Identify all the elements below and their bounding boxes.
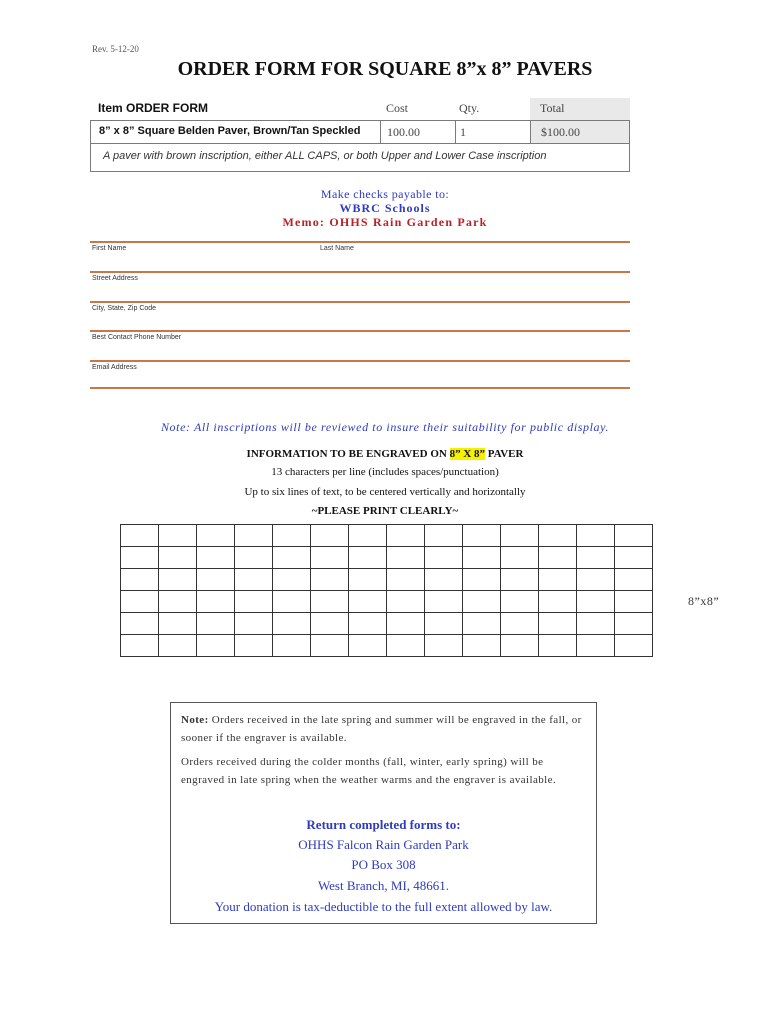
grid-cell[interactable] [349,525,387,547]
engraving-heading-post: PAVER [485,448,524,460]
email-bottom-line [90,387,630,389]
grid-cell[interactable] [311,569,349,591]
review-note: Note: All inscriptions will be reviewed to insure their suitability for public display. [160,420,610,434]
item-name: 8” x 8” Square Belden Paver, Brown/Tan Speckled [99,125,361,137]
grid-cell[interactable] [159,569,197,591]
cell-item [90,120,380,144]
grid-cell[interactable] [121,547,159,569]
grid-cell[interactable] [463,569,501,591]
grid-cell[interactable] [425,547,463,569]
header-item [90,98,380,120]
grid-cell[interactable] [121,613,159,635]
seasonal-note [181,711,586,747]
grid-cell[interactable] [349,591,387,613]
grid-cell[interactable] [577,635,615,657]
item-cost: 100.00 [387,125,420,139]
grid-cell[interactable] [463,547,501,569]
grid-cell[interactable] [159,591,197,613]
header-item-label: Item ORDER FORM [98,101,209,115]
city-state-zip-field[interactable]: City, State, Zip Code [92,305,157,312]
grid-cell[interactable] [501,613,539,635]
grid-cell[interactable] [501,635,539,657]
return-address-line1: OHHS Falcon Rain Garden Park [298,837,469,852]
header-qty-label: Qty. [459,101,480,115]
cold-months-note: Orders received during the colder months (fall, winter, early spring) will be engraved in late spring when the weather warms and the engraver is available. [181,756,557,786]
payee-name: WBRC Schools [339,201,431,215]
grid-cell[interactable] [197,569,235,591]
revision-label: Rev. 5-12-20 [92,44,139,54]
grid-cell[interactable] [273,613,311,635]
grid-cell[interactable] [159,635,197,657]
grid-row [121,525,653,547]
grid-cell[interactable] [539,569,577,591]
print-clearly-note: ~PLEASE PRINT CLEARLY~ [311,505,459,517]
grid-cell[interactable] [539,591,577,613]
grid-cell[interactable] [501,591,539,613]
grid-cell[interactable] [615,613,653,635]
grid-cell[interactable] [197,635,235,657]
grid-cell[interactable] [159,547,197,569]
engraving-heading [0,448,770,460]
grid-cell[interactable] [425,613,463,635]
return-heading: Return completed forms to: [306,817,461,832]
tax-deductible-note: Your donation is tax-deductible to the full extent allowed by law. [214,899,553,914]
grid-cell[interactable] [615,569,653,591]
grid-cell[interactable] [539,547,577,569]
grid-cell[interactable] [235,569,273,591]
grid-cell[interactable] [539,613,577,635]
grid-cell[interactable] [311,525,349,547]
grid-cell[interactable] [577,613,615,635]
grid-cell[interactable] [387,525,425,547]
grid-cell[interactable] [197,591,235,613]
grid-cell[interactable] [349,613,387,635]
grid-cell[interactable] [159,525,197,547]
grid-cell[interactable] [235,547,273,569]
grid-cell[interactable] [615,591,653,613]
page-title: ORDER FORM FOR SQUARE 8”x 8” PAVERS [177,58,593,80]
grid-cell[interactable] [273,591,311,613]
grid-cell[interactable] [197,547,235,569]
grid-cell[interactable] [463,613,501,635]
payable-instruction: Make checks payable to: [320,187,450,201]
grid-cell[interactable] [577,525,615,547]
grid-cell[interactable] [387,569,425,591]
grid-cell[interactable] [121,591,159,613]
payment-memo: Memo: OHHS Rain Garden Park [282,215,488,229]
grid-cell[interactable] [121,635,159,657]
engraving-grid [120,524,653,657]
header-qty [455,98,530,120]
grid-cell[interactable] [615,635,653,657]
grid-cell[interactable] [197,613,235,635]
engraving-line-limit: Up to six lines of text, to be centered vertically and horizontally [244,486,526,498]
cell-total[interactable] [530,120,630,144]
header-cost [380,98,455,120]
item-qty: 1 [460,125,466,139]
email-line [90,360,630,362]
grid-cell[interactable] [273,547,311,569]
grid-row [121,547,653,569]
item-total: $100.00 [541,125,580,139]
item-description-row [90,144,630,172]
note-label: Note: [181,714,209,726]
first-name-field[interactable]: First Name [92,245,127,252]
grid-row [121,569,653,591]
grid-cell[interactable] [501,569,539,591]
note-text: Orders received in the late spring and summer will be engraved in the fall, or sooner if the engraver is available. [181,714,582,744]
grid-cell[interactable] [273,635,311,657]
grid-cell[interactable] [197,525,235,547]
grid-cell[interactable] [577,569,615,591]
first-last-name-line [90,241,630,243]
grid-cell[interactable] [387,635,425,657]
email-field[interactable]: Email Address [92,364,137,371]
engraving-char-limit: 13 characters per line (includes spaces/punctuation) [271,466,499,478]
grid-cell[interactable] [387,613,425,635]
grid-cell[interactable] [349,635,387,657]
grid-cell[interactable] [501,547,539,569]
header-total-label: Total [540,101,565,115]
city-line [90,301,630,303]
grid-cell[interactable] [425,525,463,547]
grid-cell[interactable] [235,525,273,547]
grid-cell[interactable] [273,569,311,591]
grid-cell[interactable] [311,591,349,613]
phone-field[interactable]: Best Contact Phone Number [92,334,182,341]
notes-box [170,702,597,924]
grid-cell[interactable] [311,613,349,635]
grid-cell[interactable] [463,635,501,657]
grid-cell[interactable] [539,635,577,657]
grid-cell[interactable] [311,547,349,569]
grid-cell[interactable] [235,613,273,635]
grid-cell[interactable] [273,525,311,547]
grid-row [121,635,653,657]
grid-row [121,591,653,613]
street-line [90,271,630,273]
grid-cell[interactable] [615,525,653,547]
grid-row [121,613,653,635]
cell-cost[interactable] [380,120,455,144]
grid-cell[interactable] [615,547,653,569]
header-total [530,98,630,120]
grid-cell[interactable] [539,525,577,547]
grid-cell[interactable] [235,591,273,613]
grid-cell[interactable] [121,569,159,591]
return-address-line2: PO Box 308 [351,857,416,872]
grid-cell[interactable] [425,591,463,613]
grid-cell[interactable] [349,569,387,591]
grid-cell[interactable] [387,591,425,613]
grid-cell[interactable] [425,635,463,657]
grid-cell[interactable] [425,569,463,591]
grid-cell[interactable] [463,525,501,547]
item-description: A paver with brown inscription, either ALL CAPS, or both Upper and Lower Case inscription [103,150,547,162]
grid-cell[interactable] [501,525,539,547]
paver-size-label: 8”x8” [688,594,720,608]
cell-qty[interactable] [455,120,530,144]
grid-cell[interactable] [387,547,425,569]
grid-cell[interactable] [577,547,615,569]
grid-cell[interactable] [463,591,501,613]
grid-cell[interactable] [311,635,349,657]
grid-cell[interactable] [159,613,197,635]
engraving-heading-size: 8” X 8” [449,448,486,460]
grid-cell[interactable] [349,547,387,569]
header-cost-label: Cost [386,101,409,115]
street-address-field[interactable]: Street Address [92,275,138,282]
last-name-field[interactable]: Last Name [320,245,354,252]
return-address-line3: West Branch, MI, 48661. [317,878,450,893]
grid-cell[interactable] [577,591,615,613]
grid-cell[interactable] [121,525,159,547]
phone-line [90,330,630,332]
engraving-heading-pre: INFORMATION TO BE ENGRAVED ON [246,448,450,460]
grid-cell[interactable] [235,635,273,657]
